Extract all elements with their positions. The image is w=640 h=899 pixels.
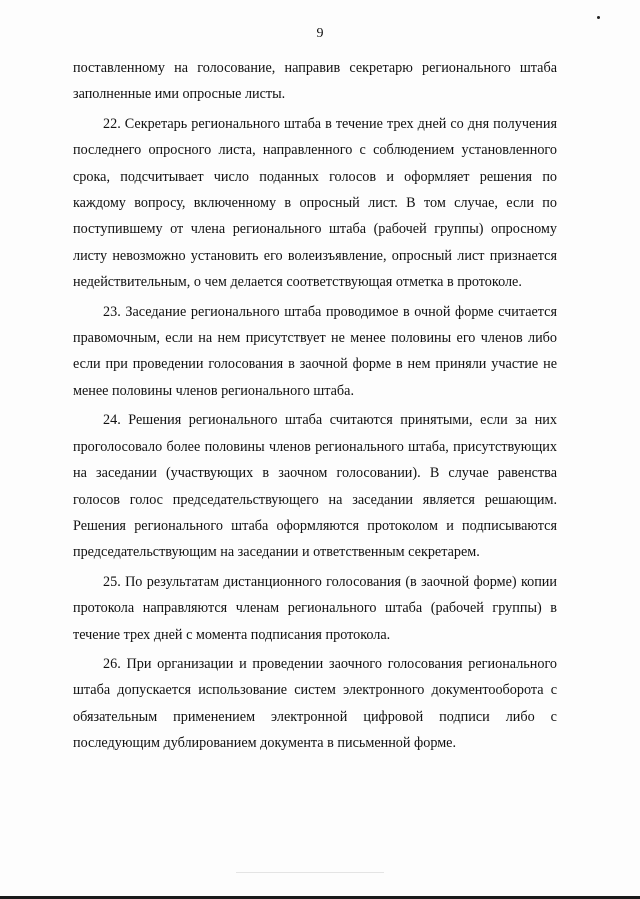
paragraph-22: 22. Секретарь регионального штаба в течение трех дней со дня получения последнего опросного листа, направленного с соблюдением установленного срока, подсчитывает число поданных голосов и оформляет решения по каждому вопросу, включенному в опросный лист. В том случае, если по поступившему от члена регионального штаба (рабочей группы) опросному листу невозможно установить его волеизъявление, опросный лист признается недействительным, о чем делается соответствующая отметка в протоколе. xyxy=(73,115,557,291)
scan-artifact xyxy=(236,872,384,873)
paragraph-26: 26. При организации и проведении заочного голосования регионального штаба допускается использование систем электронного документооборота с обязательным применением электронной цифровой подписи либо с последующим дублированием документа в письменной форме. xyxy=(73,655,557,752)
paragraph-continuation: поставленному на голосование, направив секретарю регионального штаба заполненные ими опросные листы. xyxy=(73,60,557,103)
paragraph-25: 25. По результатам дистанционного голосования (в заочной форме) копии протокола направляются членам регионального штаба (рабочей группы) в течение трех дней с момента подписания протокола. xyxy=(73,573,557,643)
paragraph-24: 24. Решения регионального штаба считаются принятыми, если за них проголосовало более половины членов регионального штаба, присутствующих на заседании (участвующих в заочном голосовании). В случае равенства голосов голос председательствующего на заседании является решающим. Решения регионального штаба оформляются протоколом и подписываются председательствующим на заседании и ответственным секретарем. xyxy=(73,412,557,561)
paragraph-23: 23. Заседание регионального штаба проводимое в очной форме считается правомочным, если на нем присутствует не менее половины его членов либо если при проведении голосования в заочной форме в нем приняли участие не менее половины членов регионального штаба. xyxy=(73,303,557,399)
scan-speck xyxy=(597,16,600,19)
page-number: 9 xyxy=(316,26,324,41)
document-body xyxy=(73,55,557,760)
